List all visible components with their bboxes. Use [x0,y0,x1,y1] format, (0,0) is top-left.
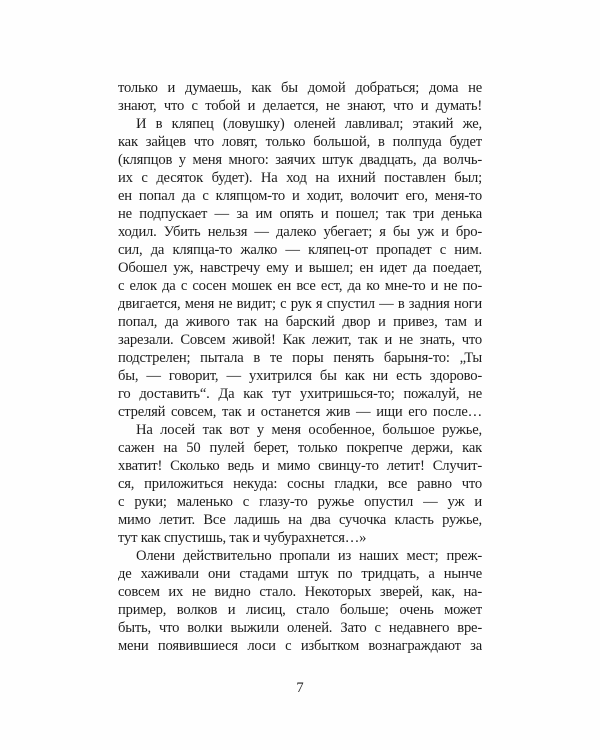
text-line: сил, да кляпца-то жалко — кляпец-от пропадет с ним. [118,242,482,258]
paragraph [118,79,482,115]
text-line: зарезали. Совсем живой! Как лежит, так и не знать, что [118,332,482,348]
text-line: Обошел уж, навстречу ему и вышел; ен идет да поедает, [118,260,482,276]
text-line: го доставить“. Да как тут ухитришься-то; пожалуй, не [118,386,482,402]
text-line: их с десяток будет). На ход на ихний поставлен был; [118,170,482,186]
text-line: мимо летит. Все ладишь на два сучочка класть ружье, [118,512,482,528]
text-line: мени появившиеся лоси с избытком вознаграждают за [118,638,482,654]
text-line: тут как спустишь, так и чубурахнется…» [118,530,367,546]
text-line: ся, приложиться некуда: сосны гладки, все равно что [118,476,482,492]
text-line: На лосей так вот у меня особенное, большое ружье, [136,422,482,438]
paragraph [118,421,482,547]
text-line: бы, — говорит, — ухитрился бы как ни есть здорово- [118,368,482,384]
text-line: попал, да живого так на барский двор и привез, там и [118,314,482,330]
paragraph [118,115,482,421]
text-line: хватит! Сколько ведь и мимо свинцу-то летит! Случит- [118,458,482,474]
text-line: знают, что с тобой и делается, не знают, что и думать! [118,98,482,114]
paragraph [118,547,482,655]
text-line: стреляй совсем, так и останется жив — ищи его после… [118,404,482,420]
text-line: как зайцев что ловят, только большой, в полпуда будет [118,134,482,150]
text-line: быть, что волки выжили оленей. Зато с недавнего вре- [118,620,482,636]
text-line: Олени действительно пропали из наших мест; преж- [136,548,482,564]
text-line: только и думаешь, как бы домой добраться; дома не [118,80,482,96]
body-text [118,79,482,655]
text-line: ходил. Убить нельзя — далеко убегает; я бы уж и бро- [118,224,482,240]
text-line: двигается, меня не видит; с рук я спустил — в задния ноги [118,296,482,312]
text-line: (кляпцов у меня много: заячих штук двадцать, да волчь- [118,152,482,168]
text-line: подстрелен; пытала в те поры пенять барыня-то: „Ты [118,350,482,366]
text-line: ен попал да с кляпцом-то и ходит, волочит его, меня-то [118,188,482,204]
text-line: И в кляпец (ловушку) оленей лавливал; этакий же, [136,116,482,132]
text-line: с елок да с сосен мошек ен все ест, да ко мне-то и не по- [118,278,482,294]
text-line: де хаживали они стадами штук по тридцать, а нынче [118,566,482,582]
text-line: не подпускает — за им опять и пошел; так три денька [118,206,482,222]
text-line: с руки; маленько с глазу-то ружье опустил — уж и [118,494,482,510]
text-line: совсем их не видно стало. Некоторых зверей, как, на- [118,584,482,600]
text-line: пример, волков и лисиц, стало больше; очень может [118,602,482,618]
page-number: 7 [296,680,304,696]
text-line: сажен на 50 пулей берет, только покрепче держи, как [118,440,482,456]
